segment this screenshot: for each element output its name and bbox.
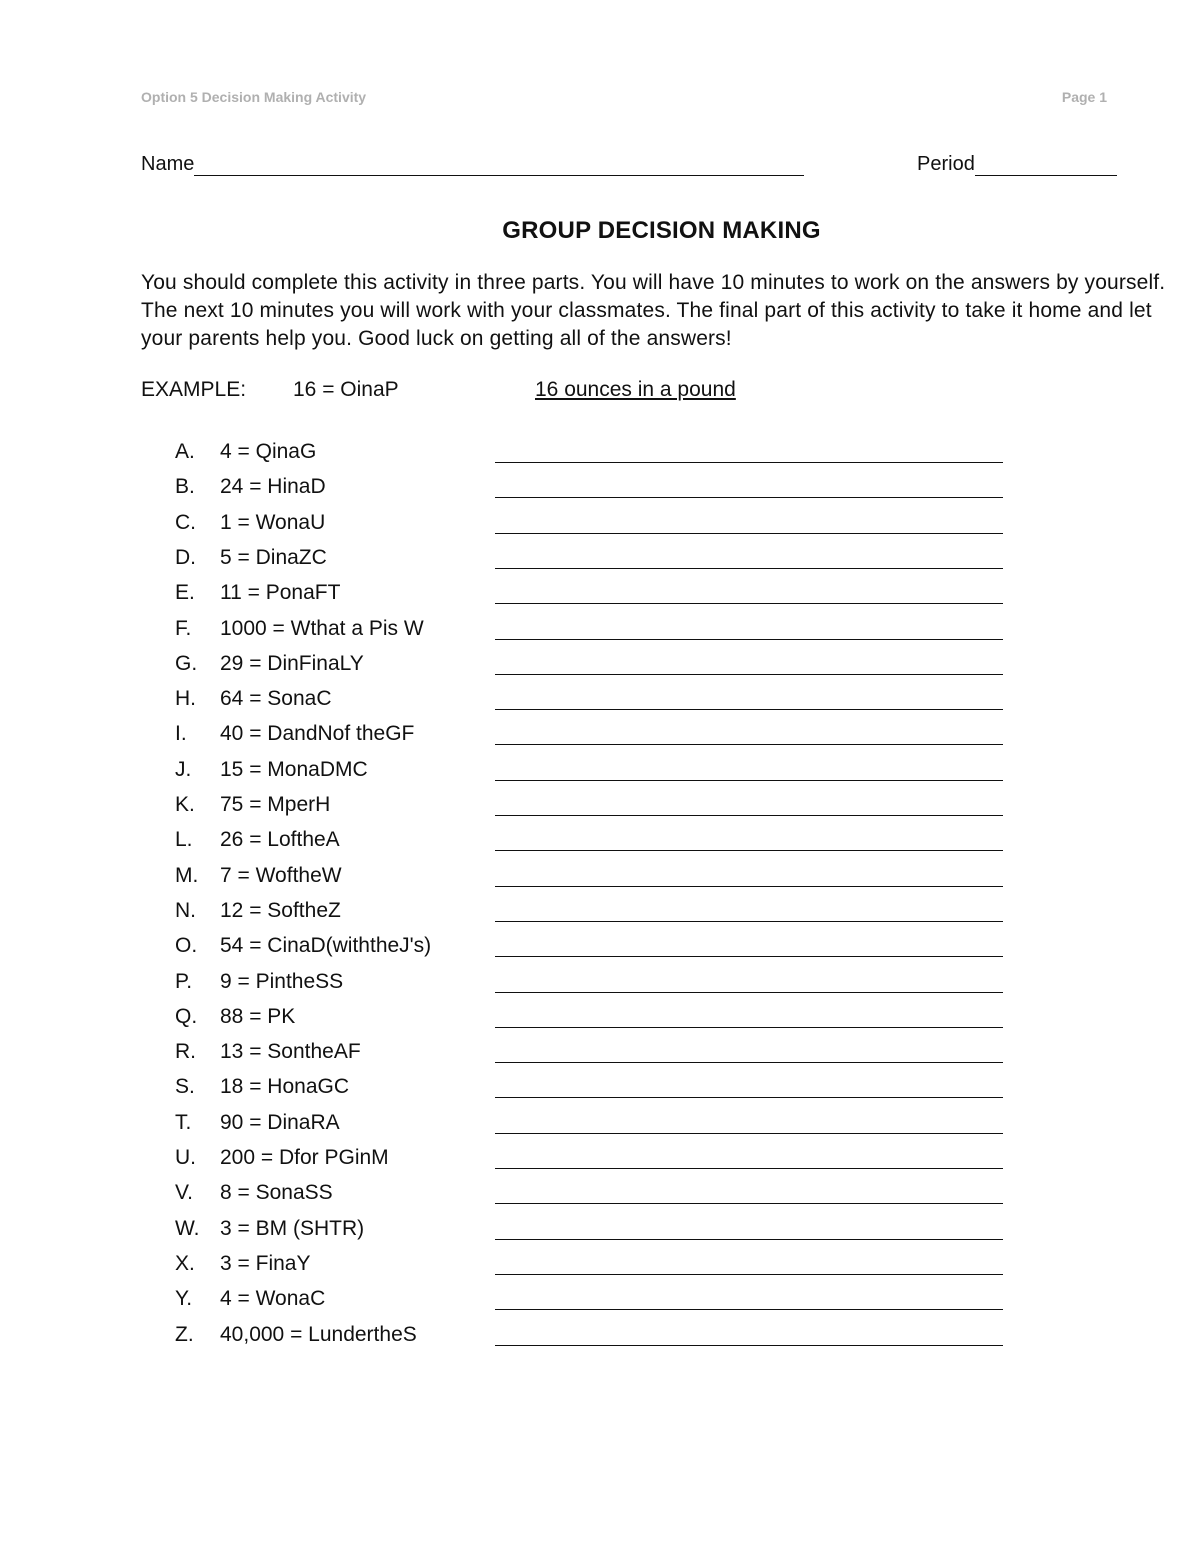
puzzle-item	[0, 1111, 1200, 1146]
answer-blank-line[interactable]	[495, 709, 1003, 710]
puzzle-item	[0, 617, 1200, 652]
puzzle-item	[0, 934, 1200, 969]
example-equation: 16 = OinaP	[293, 378, 399, 401]
item-equation: 200 = Dfor PGinM	[220, 1146, 389, 1169]
answer-blank-line[interactable]	[495, 1274, 1003, 1275]
item-letter: U.	[175, 1146, 196, 1169]
item-equation: 11 = PonaFT	[220, 581, 341, 605]
answer-blank-line[interactable]	[495, 462, 1003, 463]
puzzle-item	[0, 899, 1200, 934]
puzzle-item	[0, 1075, 1200, 1110]
header-title: Option 5 Decision Making Activity	[141, 89, 367, 105]
answer-blank-line[interactable]	[495, 1097, 1003, 1098]
puzzle-item	[0, 1181, 1200, 1216]
answer-blank-line[interactable]	[495, 1203, 1003, 1204]
item-letter: B.	[175, 475, 195, 499]
item-equation: 7 = WoftheW	[220, 863, 342, 887]
puzzle-item	[0, 687, 1200, 722]
answer-blank-line[interactable]	[495, 744, 1003, 745]
item-equation: 8 = SonaSS	[220, 1181, 333, 1205]
item-equation: 26 = LoftheA	[220, 828, 340, 852]
puzzle-item	[0, 1323, 1200, 1358]
item-letter: V.	[175, 1181, 193, 1205]
period-field[interactable]	[917, 153, 1117, 176]
name-field[interactable]	[141, 153, 804, 176]
answer-blank-line[interactable]	[495, 533, 1003, 534]
answer-blank-line[interactable]	[495, 1133, 1003, 1134]
puzzle-item	[0, 793, 1200, 828]
puzzle-item	[0, 652, 1200, 687]
answer-blank-line[interactable]	[495, 603, 1003, 604]
item-equation: 40,000 = LundertheS	[220, 1322, 417, 1346]
answer-blank-line[interactable]	[495, 1062, 1003, 1063]
name-blank-line[interactable]	[194, 155, 804, 176]
puzzle-item	[0, 722, 1200, 757]
puzzle-item	[0, 581, 1200, 616]
item-letter: O.	[175, 934, 198, 958]
answer-blank-line[interactable]	[495, 1239, 1003, 1240]
item-letter: K.	[175, 793, 195, 816]
answer-blank-line[interactable]	[495, 886, 1003, 887]
item-equation: 1 = WonaU	[220, 510, 326, 534]
item-equation: 4 = QinaG	[220, 440, 317, 463]
item-equation: 4 = WonaC	[220, 1287, 326, 1311]
page-title: GROUP DECISION MAKING	[502, 217, 821, 244]
item-equation: 88 = PK	[220, 1004, 296, 1028]
example-row	[141, 378, 841, 406]
item-letter: P.	[175, 969, 193, 993]
item-letter: D.	[175, 545, 196, 569]
item-letter: F.	[175, 616, 192, 640]
item-letter: I.	[175, 722, 187, 746]
example-label: EXAMPLE:	[141, 378, 247, 401]
puzzle-item	[0, 1217, 1200, 1252]
item-equation: 12 = SoftheZ	[220, 898, 341, 922]
item-letter: E.	[175, 581, 195, 605]
period-blank-line[interactable]	[975, 155, 1117, 176]
answer-blank-line[interactable]	[495, 639, 1003, 640]
puzzle-item	[0, 1252, 1200, 1287]
answer-blank-line[interactable]	[495, 1309, 1003, 1310]
item-equation: 3 = BM (SHTR)	[220, 1216, 365, 1240]
item-equation: 64 = SonaC	[220, 687, 332, 711]
item-equation: 9 = PintheSS	[220, 969, 344, 993]
answer-blank-line[interactable]	[495, 850, 1003, 851]
item-equation: 5 = DinaZC	[220, 545, 327, 569]
puzzle-item	[0, 440, 1200, 475]
item-letter: L.	[175, 828, 193, 852]
answer-blank-line[interactable]	[495, 921, 1003, 922]
answer-blank-line[interactable]	[495, 568, 1003, 569]
puzzle-item	[0, 511, 1200, 546]
item-letter: C.	[175, 510, 196, 534]
instructions-paragraph: You should complete this activity in three parts. You will have 10 minutes to work on the answers by yourself. The next 10 minutes you will work with your classmates. The final part of this activity to take it home and let your parents help you. Good luck on getting all of the answers!	[141, 271, 1166, 350]
item-letter: X.	[175, 1251, 195, 1275]
answer-blank-line[interactable]	[495, 1027, 1003, 1028]
item-letter: G.	[175, 651, 198, 675]
answer-blank-line[interactable]	[495, 815, 1003, 816]
answer-blank-line[interactable]	[495, 674, 1003, 675]
item-letter: Z.	[175, 1322, 194, 1346]
puzzle-item	[0, 1040, 1200, 1075]
puzzle-item	[0, 1146, 1200, 1181]
item-letter: N.	[175, 898, 196, 922]
item-letter: T.	[175, 1110, 192, 1134]
puzzle-item	[0, 475, 1200, 510]
answer-blank-line[interactable]	[495, 1345, 1003, 1346]
answer-blank-line[interactable]	[495, 497, 1003, 498]
item-letter: J.	[175, 757, 192, 781]
puzzle-item	[0, 828, 1200, 863]
item-equation: 1000 = Wthat a Pis W	[220, 616, 424, 640]
puzzle-item	[0, 758, 1200, 793]
item-equation: 90 = DinaRA	[220, 1110, 340, 1134]
item-equation: 18 = HonaGC	[220, 1075, 349, 1099]
item-letter: Q.	[175, 1004, 198, 1028]
puzzle-item	[0, 546, 1200, 581]
item-letter: S.	[175, 1075, 195, 1099]
puzzle-item	[0, 970, 1200, 1005]
puzzle-item	[0, 1287, 1200, 1322]
period-label: Period	[917, 153, 975, 175]
item-letter: A.	[175, 440, 195, 463]
example-answer: 16 ounces in a pound	[535, 378, 736, 401]
item-equation: 24 = HinaD	[220, 475, 326, 499]
answer-blank-line[interactable]	[495, 992, 1003, 993]
item-equation: 29 = DinFinaLY	[220, 651, 364, 675]
puzzle-item	[0, 864, 1200, 899]
item-equation: 3 = FinaY	[220, 1251, 311, 1275]
item-letter: M.	[175, 863, 199, 887]
name-label: Name	[141, 153, 195, 175]
item-letter: H.	[175, 687, 196, 711]
answer-blank-line[interactable]	[495, 956, 1003, 957]
item-letter: W.	[175, 1216, 200, 1240]
answer-blank-line[interactable]	[495, 780, 1003, 781]
page-number: Page 1	[1061, 89, 1107, 105]
item-equation: 54 = CinaD(withtheJ's)	[220, 934, 432, 958]
item-letter: R.	[175, 1040, 196, 1064]
puzzle-item	[0, 1005, 1200, 1040]
item-equation: 13 = SontheAF	[220, 1040, 361, 1064]
item-equation: 75 = MperH	[220, 793, 331, 816]
item-letter: Y.	[175, 1287, 193, 1311]
item-equation: 40 = DandNof theGF	[220, 722, 415, 746]
item-equation: 15 = MonaDMC	[220, 757, 368, 781]
answer-blank-line[interactable]	[495, 1168, 1003, 1169]
